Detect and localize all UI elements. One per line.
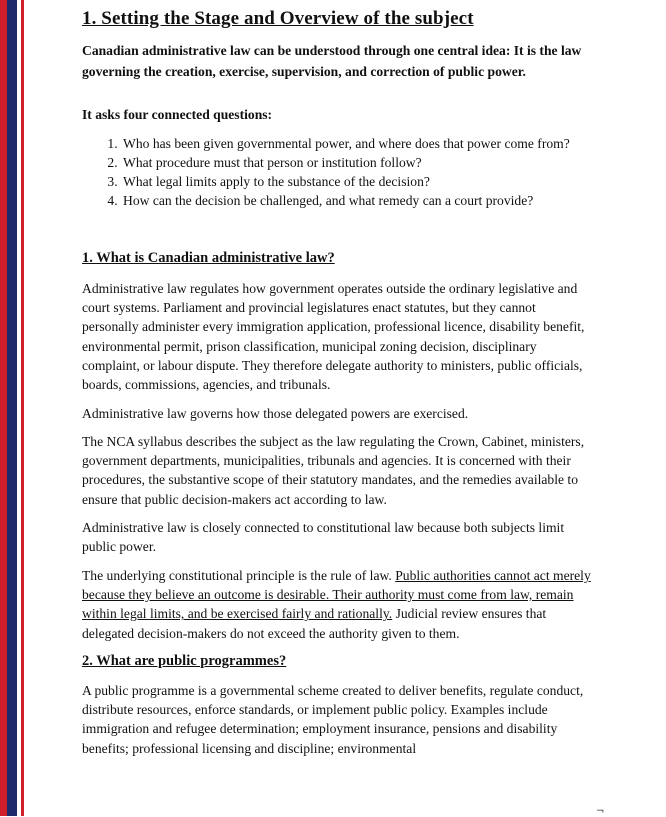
paragraph: Administrative law governs how those delegated powers are exercised. — [82, 406, 469, 421]
paragraph: Administrative law regulates how government operates outside the ordinary legislative and court systems. Parliament and provincial legislatures enact statutes, but they cannot personally administer every immigration application, professional licence, disability benefit, environmental permit, prison classification, municipal zoning decision, disciplinary complaint, or labour dispute. They therefore delegate authority to ministers, public officials, boards, commissions, agencies, and tribunals. — [82, 281, 585, 393]
paragraph: A public programme is a governmental scheme created to deliver benefits, regulate conduct, distribute resources, enforce standards, or implement public policy. Examples include immigration and refugee determination; employment insurance, pensions and disability benefits; professional licensing and discipline; environmental — [82, 683, 584, 756]
rule-of-law-paragraph — [82, 566, 594, 643]
questions-list — [82, 134, 609, 210]
section-heading-public-programmes: 2. What are public programmes? — [82, 653, 287, 669]
questions-label: It asks four connected questions: — [82, 107, 273, 122]
list-item: 4. How can the decision be challenged, and what remedy can a court provide? — [121, 191, 609, 210]
list-item: 3. What legal limits apply to the substance of the decision? — [121, 172, 609, 191]
paragraph: The NCA syllabus describes the subject as the law regulating the Crown, Cabinet, ministers, government departments, municipalities, tribunals and agencies. It is concerned with their procedures, the substantive scope of their statutory mandates, and the remedies available to ensure that public decision-makers act according to law. — [82, 434, 585, 507]
list-item: 2. What procedure must that person or institution follow? — [121, 153, 609, 172]
list-item: 1. Who has been given governmental power, and where does that power come from? — [121, 134, 609, 153]
underlined-text: Public authorities cannot act merely because they believe an outcome is desirable. Their authority must come from law, remain within legal limits, and be exercised fairly and rationally. — [82, 568, 591, 622]
navy-border-stripe — [7, 0, 17, 816]
intro-paragraph: Canadian administrative law can be understood through one central idea: It is the law governing the creation, exercise, supervision, and correction of public power. — [82, 43, 582, 79]
section-heading-admin-law: 1. What is Canadian administrative law? — [82, 250, 335, 266]
paragraph-text: The underlying constitutional principle is the rule of law. — [82, 568, 396, 583]
page-title: 1. Setting the Stage and Overview of the subject — [82, 8, 474, 29]
corner-glyph: ¬ — [596, 806, 605, 817]
inner-red-border-stripe — [21, 0, 24, 816]
paragraph-text: Judicial review ensures that delegated decision-makers do not exceed the authority given to them. — [82, 606, 547, 641]
paragraph: Administrative law is closely connected to constitutional law because both subjects limit public power. — [82, 520, 565, 555]
